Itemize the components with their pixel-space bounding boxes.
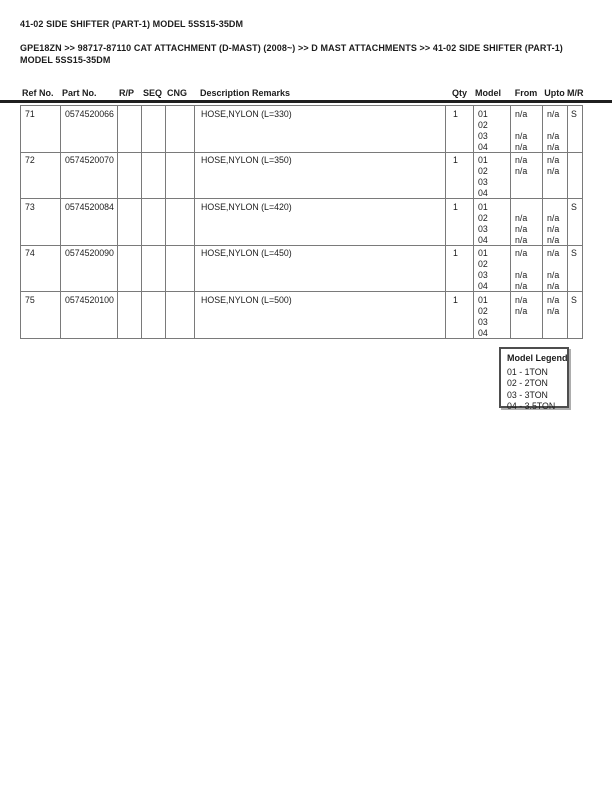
column-header-part-no: Part No. [62,88,97,98]
upto-line: n/a [547,166,560,176]
cell-ref-no: 73 [20,199,60,245]
model-line: 01 [478,248,488,258]
upto-line [547,328,567,338]
model-legend-item: 03 - 3TON [507,389,548,400]
upto-line: n/a [547,108,560,119]
table-row [20,292,583,339]
cell-description: HOSE,NYLON (L=500) [194,292,445,338]
cell-from [510,153,542,199]
from-line [515,317,542,328]
cell-rp [117,153,141,199]
from-line: n/a [515,155,528,165]
model-line: 04 [478,188,488,198]
from-line [515,188,542,198]
model-line: 01 [478,201,488,212]
model-line: 03 [478,130,488,141]
column-header-from: From [514,88,538,98]
cell-mr: S [567,199,583,245]
model-legend-items [507,367,567,412]
from-line [515,177,542,188]
from-line [515,202,542,213]
from-line: n/a [515,223,528,234]
column-header-mr: M/R [567,88,584,98]
cell-qty: 1 [445,153,473,199]
upto-line [547,120,567,131]
cell-qty: 1 [445,106,473,152]
column-header-model: Model [475,88,501,98]
cell-ref-no: 72 [20,153,60,199]
from-line: n/a [515,234,528,245]
upto-line [547,317,567,328]
upto-line: n/a [547,281,560,291]
cell-part-no: 0574520090 [60,246,117,292]
cell-qty: 1 [445,292,473,338]
cell-cng [165,153,194,199]
cell-description: HOSE,NYLON (L=420) [194,199,445,245]
upto-line: n/a [547,212,560,223]
cell-qty: 1 [445,199,473,245]
from-line: n/a [515,294,528,305]
from-line: n/a [515,141,528,152]
cell-upto [542,292,567,338]
breadcrumb: GPE18ZN >> 98717-87110 CAT ATTACHMENT (D-MAST) (2008~) >> D MAST ATTACHMENTS >> 41-02 SIDE SHIFTER (PART-1) MODEL 5SS15-35DM [20,43,563,65]
model-line: 02 [478,166,488,176]
model-line: 04 [478,281,488,291]
cell-description: HOSE,NYLON (L=450) [194,246,445,292]
cell-mr: S [567,246,583,292]
cell-upto [542,246,567,292]
upto-line [547,259,567,270]
model-line: 01 [478,294,488,305]
cell-seq [141,292,165,338]
cell-mr [567,153,583,199]
column-header-upto: Upto [544,88,565,98]
cell-from [510,106,542,152]
cell-from [510,246,542,292]
model-legend-title: Model Legend [507,353,568,363]
parts-table [20,105,583,339]
upto-line: n/a [547,305,560,316]
upto-line: n/a [547,155,560,165]
cell-rp [117,106,141,152]
page-title: 41-02 SIDE SHIFTER (PART-1) MODEL 5SS15-35DM [20,19,244,29]
cell-model [473,153,510,199]
cell-from [510,292,542,338]
cell-rp [117,199,141,245]
model-legend-box [499,347,569,411]
model-line: 02 [478,212,488,223]
from-line: n/a [515,248,528,258]
table-header-row [20,88,583,98]
from-line [515,259,542,270]
upto-line: n/a [547,270,560,280]
cell-cng [165,292,194,338]
cell-model [473,199,510,245]
upto-line: n/a [547,130,560,141]
cell-upto [542,153,567,199]
cell-ref-no: 74 [20,246,60,292]
cell-qty: 1 [445,246,473,292]
from-line: n/a [515,270,528,280]
cell-mr: S [567,292,583,338]
cell-seq [141,153,165,199]
cell-part-no: 0574520084 [60,199,117,245]
upto-line: n/a [547,294,560,305]
cell-model [473,106,510,152]
cell-mr: S [567,106,583,152]
cell-seq [141,106,165,152]
upto-line: n/a [547,234,560,245]
header-divider-rule [0,100,612,103]
cell-ref-no: 71 [20,106,60,152]
model-line: 04 [478,327,488,338]
from-line: n/a [515,305,528,316]
model-line: 02 [478,119,488,130]
cell-cng [165,199,194,245]
from-line: n/a [515,130,528,141]
model-line: 03 [478,223,488,234]
cell-ref-no: 75 [20,292,60,338]
model-legend-item: 04 - 3.5TON [507,400,556,411]
from-line: n/a [515,108,528,119]
cell-part-no: 0574520070 [60,153,117,199]
cell-part-no: 0574520100 [60,292,117,338]
cell-cng [165,246,194,292]
column-header-rp: R/P [119,88,135,98]
cell-model [473,246,510,292]
cell-from [510,199,542,245]
upto-line: n/a [547,223,560,234]
model-line: 02 [478,259,488,269]
from-line [515,328,542,338]
upto-line: n/a [547,141,560,152]
cell-description: HOSE,NYLON (L=330) [194,106,445,152]
model-line: 04 [478,141,488,152]
table-row [20,153,583,200]
from-line: n/a [515,212,528,223]
model-legend-item: 02 - 2TON [507,378,548,389]
upto-line [547,202,567,213]
upto-line: n/a [547,248,560,258]
model-line: 03 [478,270,488,280]
from-line: n/a [515,281,528,291]
cell-seq [141,199,165,245]
column-header-description: Description Remarks [200,88,291,98]
column-header-ref-no: Ref No. [22,88,54,98]
table-row [20,106,583,153]
cell-part-no: 0574520066 [60,106,117,152]
model-line: 02 [478,305,488,316]
model-line: 01 [478,155,488,165]
cell-rp [117,292,141,338]
model-line: 03 [478,316,488,327]
model-legend-item: 01 - 1TON [507,367,548,377]
cell-description: HOSE,NYLON (L=350) [194,153,445,199]
from-line: n/a [515,166,528,176]
cell-rp [117,246,141,292]
column-header-qty: Qty [452,88,468,98]
table-row [20,246,583,293]
column-header-cng: CNG [167,88,187,98]
column-header-seq: SEQ [143,88,163,98]
cell-model [473,292,510,338]
cell-cng [165,106,194,152]
upto-line [547,188,567,198]
cell-seq [141,246,165,292]
model-line: 03 [478,177,488,187]
model-line: 04 [478,234,488,245]
cell-upto [542,199,567,245]
table-row [20,199,583,246]
upto-line [547,177,567,188]
from-line [515,120,542,131]
model-line: 01 [478,108,488,119]
cell-upto [542,106,567,152]
